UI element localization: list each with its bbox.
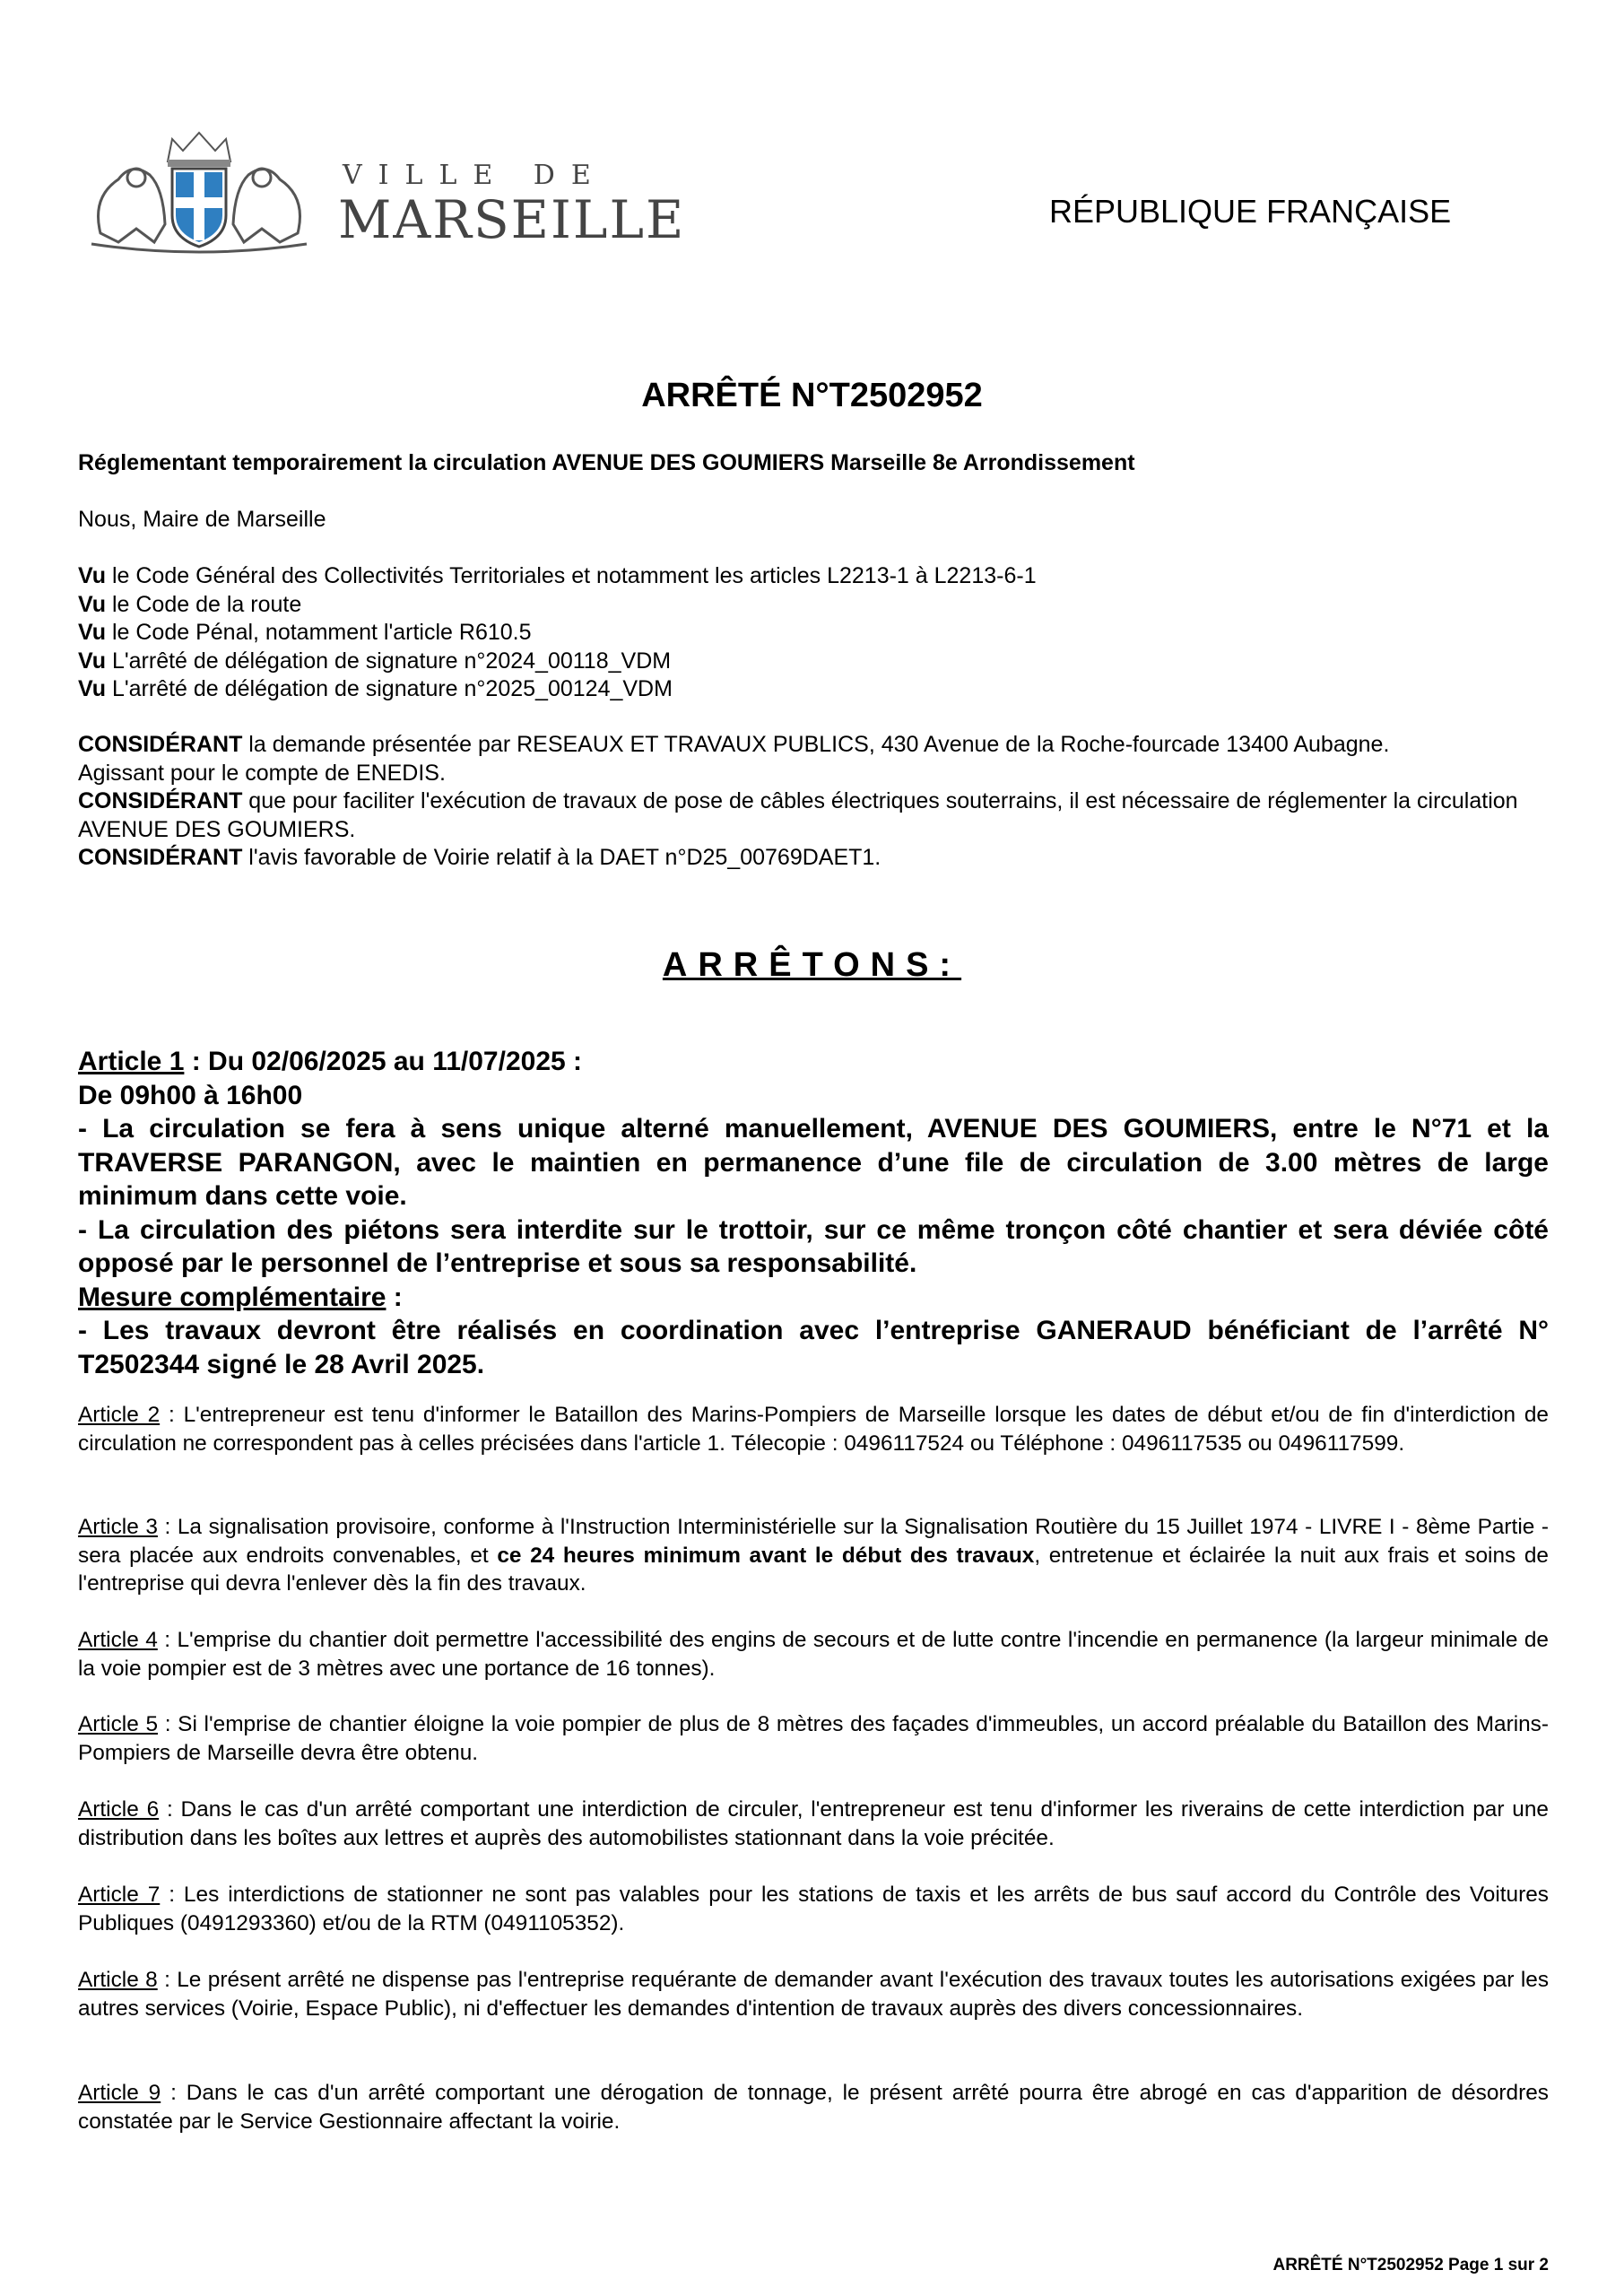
article-1-hours: De 09h00 à 16h00 — [78, 1080, 303, 1110]
article-4: Article 4 : L'emprise du chantier doit permettre l'accessibilité des engins de secours et de lutte contre l'incendie en permanence (la largeur minimale de la voie pompier est de 3 mètres avec une portance de 16 tonnes). — [78, 1628, 1549, 1681]
article-3: Article 3 : La signalisation provisoire, conforme à l'Instruction Interministérielle sur la Signalisation Routière du 15 Juillet 1974 - LIVRE I - 8ème Partie - sera placée aux endroits convenables, et ce 24 heures minimum avant le début des travaux, entretenue et éclairée la nuit aux frais et soins de l'entreprise qui devra l'enlever dès la fin des travaux. — [78, 1515, 1550, 1596]
article-1-para-3: - Les travaux devront être réalisés en coordination avec l’entreprise GANERAUD bénéficiant de l’arrêté N° T2502344 signé le 28 Avril 2025. — [78, 1316, 1549, 1379]
logo-line-2: MARSEILLE — [338, 189, 686, 250]
article-1-para-1: - La circulation se fera à sens unique alterné manuellement, AVENUE DES GOUMIERS, entre le N°71 et la TRAVERSE PARANGON, avec le maintien en permanence d’une file de circulation de 3.00 mètres de large minimum dans cette voie. — [78, 1114, 1549, 1211]
considerant-item: CONSIDÉRANT la demande présentée par RESEAUX ET TRAVAUX PUBLICS, 430 Avenue de la Roche-fourcade 13400 Aubagne. — [78, 732, 1390, 757]
article-8: Article 8 : Le présent arrêté ne dispense pas l'entreprise requérante de demander avant l'exécution des travaux toutes les autorisations exigées par les autres services (Voirie, Espace Public), ni d'effectuer les demandes d'intention de travaux auprès des divers concessionnaires. — [78, 1968, 1550, 2021]
article-1-para-2: - La circulation des piétons sera interdite sur le trottoir, sur ce même tronçon côté chantier et sera déviée côté opposé par le personnel de l’entreprise et sous sa responsabilité. — [78, 1214, 1549, 1278]
article-9: Article 9 : Dans le cas d'un arrêté comportant une dérogation de tonnage, le présent arrêté pourra être abrogé en cas d'apparition de désordres constatée par le Service Gestionnaire affectant la voirie. — [78, 2081, 1549, 2134]
republique-heading: RÉPUBLIQUE FRANÇAISE — [1049, 193, 1452, 230]
article-5: Article 5 : Si l'emprise de chantier éloigne la voie pompier de plus de 8 mètres des façades d'immeubles, un accord préalable du Bataillon des Marins-Pompiers de Marseille devra être obtenu. — [78, 1712, 1550, 1765]
vu-item: Vu le Code Pénal, notamment l'article R610.5 — [78, 620, 532, 645]
considerant-list — [78, 731, 1549, 873]
considerant-item: Agissant pour le compte de ENEDIS. — [78, 760, 446, 786]
vu-item: Vu L'arrêté de délégation de signature n°2025_00124_VDM — [78, 676, 673, 701]
page-footer: ARRÊTÉ N°T2502952 Page 1 sur 2 — [1272, 2256, 1549, 2274]
page-title: ARRÊTÉ N°T2502952 — [641, 377, 983, 414]
vu-item: Vu L'arrêté de délégation de signature n°2024_00118_VDM — [78, 648, 672, 674]
vu-item: Vu le Code Général des Collectivités Territoriales et notamment les articles L2213-1 à L2213-6-1 — [78, 563, 1037, 588]
considerant-item: CONSIDÉRANT que pour faciliter l'exécution de travaux de pose de câbles électriques souterrains, il est nécessaire de réglementer la circulation AVENUE DES GOUMIERS. — [78, 788, 1518, 842]
marseille-crest-icon — [83, 126, 316, 260]
considerant-item: CONSIDÉRANT l'avis favorable de Voirie relatif à la DAET n°D25_00769DAET1. — [78, 845, 881, 870]
logo-line-1: VILLE DE — [343, 160, 607, 191]
vu-item: Vu le Code de la route — [78, 591, 302, 617]
article-2: Article 2 : L'entrepreneur est tenu d'informer le Bataillon des Marins-Pompiers de Marseille lorsque les dates de début et/ou de fin d'interdiction de circulation ne correspondent pas à celles précisées dans l'article 1. Télecopie : 0496117524 ou Téléphone : 0496117535 ou 0496117599. — [78, 1403, 1549, 1456]
subtitle: Réglementant temporairement la circulation AVENUE DES GOUMIERS Marseille 8e Arrondissement — [78, 450, 1135, 475]
intro-line: Nous, Maire de Marseille — [78, 507, 326, 532]
vu-list — [78, 562, 1037, 704]
city-logo — [83, 126, 686, 260]
article-6: Article 6 : Dans le cas d'un arrêté comportant une interdiction de circuler, l'entrepreneur est tenu d'informer les riverains de cette interdiction par une distribution dans les boîtes aux lettres et auprès des automobilistes stationnant dans la voie précitée. — [78, 1797, 1549, 1850]
article-7: Article 7 : Les interdictions de stationner ne sont pas valables pour les stations de taxis et les arrêts de bus sauf accord du Contrôle des Voitures Publiques (0491293360) et/ou de la RTM (0491105352). — [78, 1883, 1549, 1935]
article-1: Article 1 : Du 02/06/2025 au 11/07/2025 : De 09h00 à 16h00 - La circulation se fera à sens unique alterné manuellement, AVENUE DES GOUMIERS, entre le N°71 et la TRAVERSE PARANGON, avec le maintien en permanence d’une file de circulation de 3.00 mètres de large minimum dans cette voie. - La circulation des piétons sera interdite sur le trottoir, sur ce même tronçon côté chantier et sera déviée côté opposé par le personnel de l’entreprise et sous sa responsabilité. Mesure complémentaire : - Les travaux devront être réalisés en coordination avec l’entreprise GANERAUD bénéficiant de l’arrêté N° T2502344 signé le 28 Avril 2025. — [78, 1045, 1549, 1381]
arretons-heading: ARRÊTONS: — [662, 946, 962, 984]
mesure-label: Mesure complémentaire — [78, 1282, 386, 1312]
article-1-label: Article 1 — [78, 1047, 185, 1076]
